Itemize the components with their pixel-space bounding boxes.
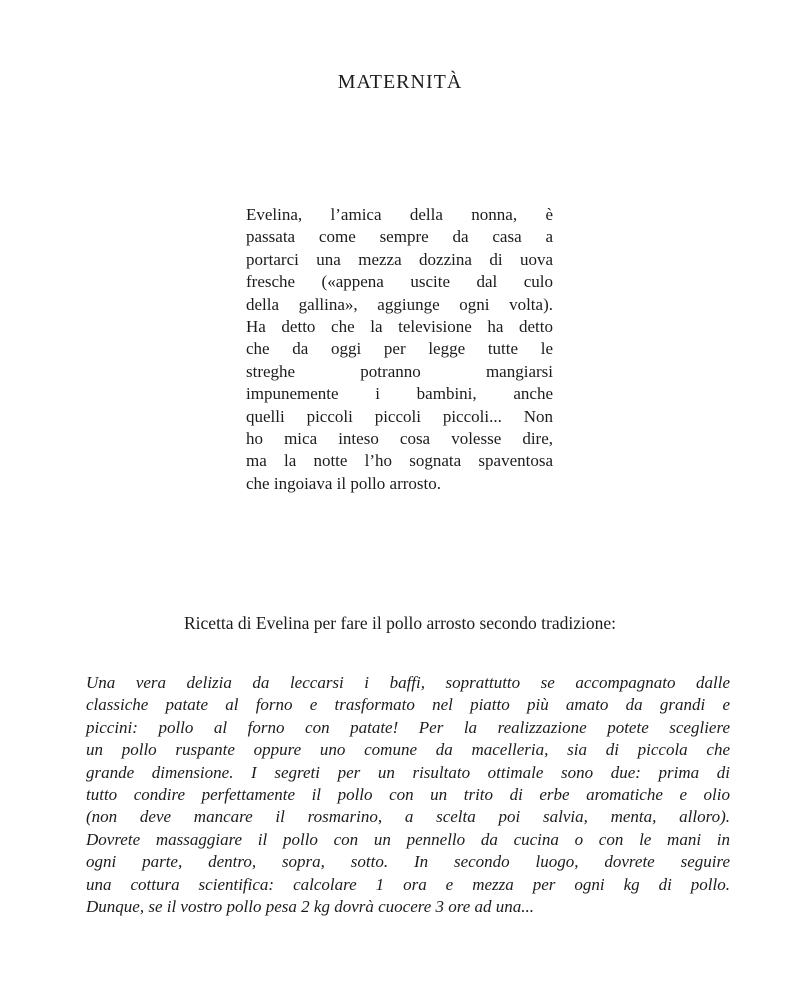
text-line: portarci una mezza dozzina di uova bbox=[246, 249, 553, 269]
text-line: ho mica inteso cosa volesse dire, bbox=[246, 429, 553, 449]
text-line: piccini: pollo al forno con patate! Per la realizzazione potete scegliere bbox=[86, 717, 730, 737]
page-title: MATERNITÀ bbox=[337, 71, 463, 93]
text-line: streghe potranno mangiarsi bbox=[246, 361, 553, 381]
text-line: che da oggi per legge tutte le bbox=[246, 339, 553, 359]
text-line: una cottura scientifica: calcolare 1 ora e mezza per ogni kg di pollo. bbox=[86, 874, 730, 894]
text-line: ma la notte l’ho sognata spaventosa bbox=[246, 451, 553, 471]
text-line: fresche («appena uscite dal culo bbox=[246, 272, 553, 292]
text-line: che ingoiava il pollo arrosto. bbox=[246, 473, 441, 493]
text-line: Dovrete massaggiare il pollo con un pennello da cucina o con le mani in bbox=[86, 829, 730, 849]
text-line: ogni parte, dentro, sopra, sotto. In secondo luogo, dovrete seguire bbox=[86, 852, 730, 872]
recipe-heading: Ricetta di Evelina per fare il pollo arrosto secondo tradizione: bbox=[184, 613, 616, 633]
text-line: tutto condire perfettamente il pollo con un trito di erbe aromatiche e olio bbox=[86, 785, 730, 805]
text-line: classiche patate al forno e trasformato nel piatto più amato da grandi e bbox=[86, 695, 730, 715]
text-line: impunemente i bambini, anche bbox=[246, 384, 553, 404]
text-line: Ha detto che la televisione ha detto bbox=[246, 317, 553, 337]
text-line: Dunque, se il vostro pollo pesa 2 kg dovrà cuocere 3 ore ad una... bbox=[86, 897, 535, 917]
text-line: Una vera delizia da leccarsi i baffi, soprattutto se accompagnato dalle bbox=[86, 673, 730, 692]
text-line: un pollo ruspante oppure uno comune da macelleria, sia di piccola che bbox=[86, 740, 730, 760]
text-line: della gallina», aggiunge ogni volta). bbox=[246, 294, 553, 314]
text-line: (non deve mancare il rosmarino, a scelta poi salvia, menta, alloro). bbox=[86, 807, 730, 827]
recipe-paragraph bbox=[86, 672, 730, 918]
text-line: Evelina, l’amica della nonna, è bbox=[246, 205, 553, 224]
text-line: passata come sempre da casa a bbox=[246, 227, 553, 247]
text-line: grande dimensione. I segreti per un risultato ottimale sono due: prima di bbox=[86, 762, 730, 782]
story-paragraph bbox=[246, 204, 553, 495]
text-line: quelli piccoli piccoli piccoli... Non bbox=[246, 406, 553, 426]
